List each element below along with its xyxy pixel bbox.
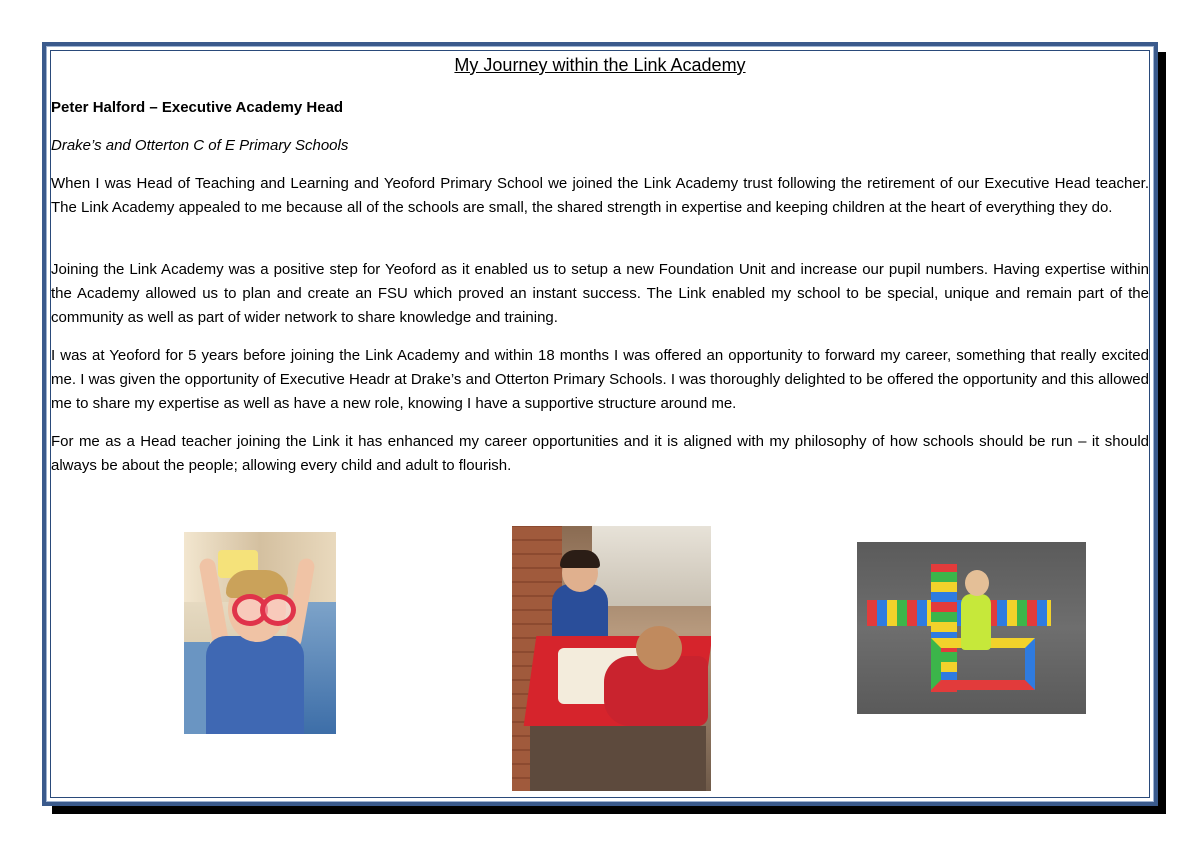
photo-child-with-glasses	[184, 532, 336, 734]
paragraph-4: For me as a Head teacher joining the Link it has enhanced my career opportunities and it is aligned with my philosophy of how schools should be run – it should always be about the people; allowing every child and adult to flourish.	[51, 433, 1149, 474]
schools-line: Drake’s and Otterton C of E Primary Schools	[51, 137, 349, 154]
paragraph-2: Joining the Link Academy was a positive step for Yeoford as it enabled us to setup a new Foundation Unit and increase our pupil numbers. Having expertise within the Academy allowed us to plan and create an FSU which proved an instant success. The Link enabled my school to be special, unique and remain part of the community as well as part of wider network to share knowledge and training.	[51, 261, 1149, 326]
photo-children-at-table	[512, 526, 711, 791]
paragraph-1: When I was Head of Teaching and Learning and Yeoford Primary School we joined the Link Academy trust following the retirement of our Executive Head teacher. The Link Academy appealed to me because all of the schools are small, the shared strength in expertise and keeping children at the heart of everything they do.	[51, 175, 1149, 216]
document-title: My Journey within the Link Academy	[454, 55, 746, 75]
page-frame	[42, 42, 1158, 806]
paragraph-3: I was at Yeoford for 5 years before joining the Link Academy and within 18 months I was offered an opportunity to forward my career, something that really excited me. I was given the opportunity of Executive Headr at Drake’s and Otterton Primary Schools. I was thoroughly delighted to be offered the opportunity and this allowed me to share my expertise as well as have a new role, knowing I have a supportive structure around me.	[51, 347, 1149, 412]
author-line: Peter Halford – Executive Academy Head	[51, 99, 344, 116]
photo-child-in-block-structure	[857, 542, 1086, 714]
